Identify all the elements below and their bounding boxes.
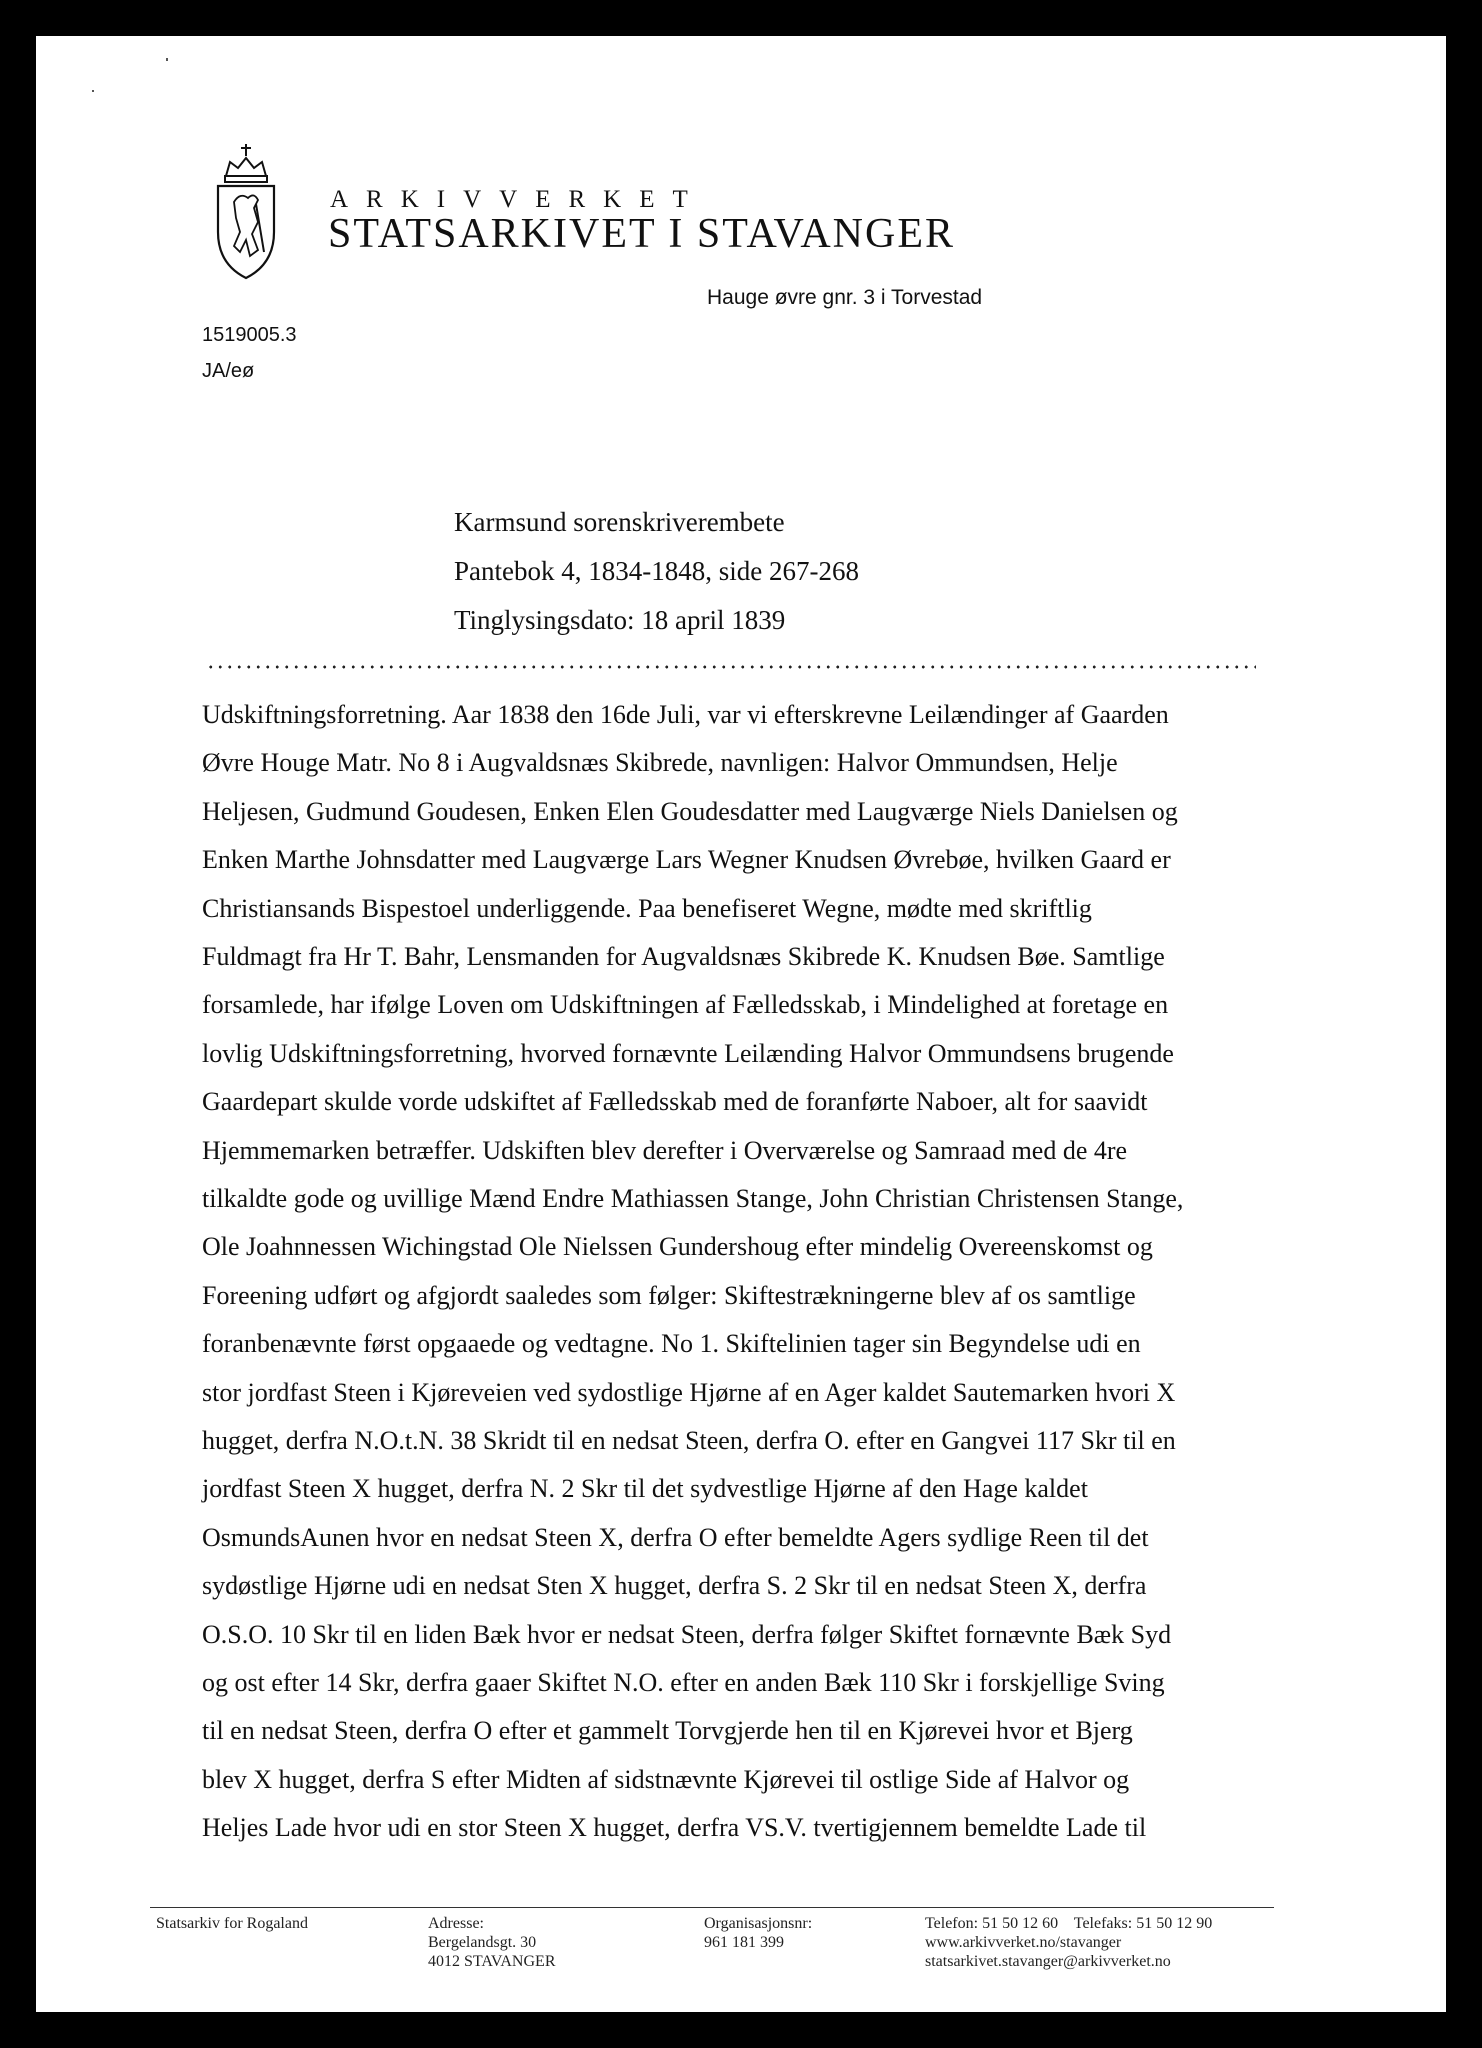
body-line: lovlig Udskiftningsforretning, hvorved fornævnte Leilænding Halvor Ommundsens brugende (202, 1038, 1174, 1068)
body-line: Gaardepart skulde vorde udskiftet af Fælledsskab med de foranførte Naboer, alt for saavidt (202, 1087, 1148, 1117)
registration-date: Tinglysingsdato: 18 april 1839 (454, 605, 786, 635)
body-line: Heljesen, Gudmund Goudesen, Enken Elen Goudesdatter med Laugværge Niels Danielsen og (202, 796, 1178, 826)
body-line: Enken Marthe Johnsdatter med Laugværge Lars Wegner Knudsen Øvrebøe, hvilken Gaard er (202, 845, 1171, 875)
orgnr-label: Organisasjonsnr: (704, 1915, 813, 1932)
body-line: Øvre Houge Matr. No 8 i Augvaldsnæs Skibrede, navnligen: Halvor Ommundsen, Helje (202, 748, 1118, 778)
body-line: jordfast Steen X hugget, derfra N. 2 Skr til det sydvestlige Hjørne af den Hage kaldet (202, 1474, 1088, 1504)
orgnr-value: 961 181 399 (704, 1934, 784, 1951)
scan-speck (92, 90, 94, 92)
body-line: Ole Joahnnessen Wichingstad Ole Nielssen Gundershoug efter mindelig Overeenskomst og (202, 1232, 1153, 1262)
case-reference: Hauge øvre gnr. 3 i Torvestad (707, 286, 983, 309)
initials: JA/eø (202, 360, 255, 382)
footer-address (428, 1914, 555, 1971)
footer-org: Statsarkiv for Rogaland (156, 1915, 308, 1932)
body-line: Christiansands Bispestoel underliggende. Paa benefiseret Wegne, mødte med skriftlig (202, 893, 1092, 923)
body-line: Heljes Lade hvor udi en stor Steen X hugget, derfra VS.V. tvertigjennem bemeldte Lade til (202, 1813, 1147, 1843)
body-line: sydøstlige Hjørne udi en nedsat Sten X hugget, derfra S. 2 Skr til en nedsat Steen X, derfra (202, 1571, 1147, 1601)
source-book: Pantebok 4, 1834-1848, side 267-268 (454, 556, 859, 586)
body-line: til en nedsat Steen, derfra O efter et gammelt Torvgjerde hen til en Kjørevei hvor et Bjerg (202, 1716, 1133, 1746)
footer-rule (150, 1907, 1274, 1908)
archive-name-small: ARKIVVERKET (330, 186, 706, 213)
body-line: Hjemmemarken betræffer. Udskiften blev derefter i Overværelse og Samraad med de 4re (202, 1135, 1128, 1165)
address-city: 4012 STAVANGER (428, 1953, 556, 1970)
archive-name: STATSARKIVET I STAVANGER (328, 211, 956, 257)
footer-email[interactable]: statsarkivet.stavanger@arkivverket.no (925, 1953, 1171, 1970)
footer-contact (925, 1914, 1212, 1971)
address-street: Bergelandsgt. 30 (428, 1934, 537, 1951)
body-line: Fuldmagt fra Hr T. Bahr, Lensmanden for Augvaldsnæs Skibrede K. Knudsen Bøe. Samtlige (202, 942, 1165, 971)
body-line: Foreening udført og afgjordt saaledes som følger: Skiftestrækningerne blev af os samtlige (202, 1280, 1136, 1310)
body-line: stor jordfast Steen i Kjøreveien ved sydostlige Hjørne af en Ager kaldet Sautemarken hvori X (202, 1377, 1176, 1407)
address-label: Adresse: (428, 1915, 484, 1932)
body-line: forsamlede, har ifølge Loven om Udskiftningen af Fælledsskab, i Mindelighed at foretage en (202, 990, 1169, 1020)
body-line: Udskiftningsforretning. Aar 1838 den 16de Juli, var vi efterskrevne Leilændinger af Gaarden (202, 700, 1169, 729)
body-line: tilkaldte gode og uvillige Mænd Endre Mathiassen Stange, John Christian Christensen Stange, (202, 1184, 1184, 1213)
footer-orgnr (704, 1914, 812, 1952)
scan-speck (166, 58, 168, 61)
dotted-separator (206, 664, 1256, 670)
footer-web[interactable]: www.arkivverket.no/stavanger (925, 1934, 1122, 1951)
body-line: hugget, derfra N.O.t.N. 38 Skridt til en nedsat Steen, derfra O. efter en Gangvei 117 Skr til en (202, 1426, 1176, 1455)
body-line: O.S.O. 10 Skr til en liden Bæk hvor er nedsat Steen, derfra følger Skiftet fornævnte Bæk Syd (202, 1619, 1172, 1649)
source-office: Karmsund sorenskriverembete (454, 507, 785, 537)
body-line: og ost efter 14 Skr, derfra gaaer Skiftet N.O. efter en anden Bæk 110 Skr i forskjellige Sving (202, 1668, 1165, 1697)
coat-of-arms-icon (212, 142, 280, 282)
reference-number: 1519005.3 (202, 324, 297, 346)
body-line: OsmundsAunen hvor en nedsat Steen X, derfra O efter bemeldte Agers sydlige Reen til det (202, 1522, 1149, 1552)
body-line: blev X hugget, derfra S efter Midten af sidstnævnte Kjørevei til ostlige Side af Halvor og (202, 1764, 1130, 1794)
footer-phone: Telefon: 51 50 12 60 (925, 1915, 1059, 1932)
body-line: foranbenævnte først opgaaede og vedtagne. No 1. Skiftelinien tager sin Begyndelse udi en (202, 1329, 1141, 1359)
footer-fax: Telefaks: 51 50 12 90 (1073, 1915, 1213, 1932)
